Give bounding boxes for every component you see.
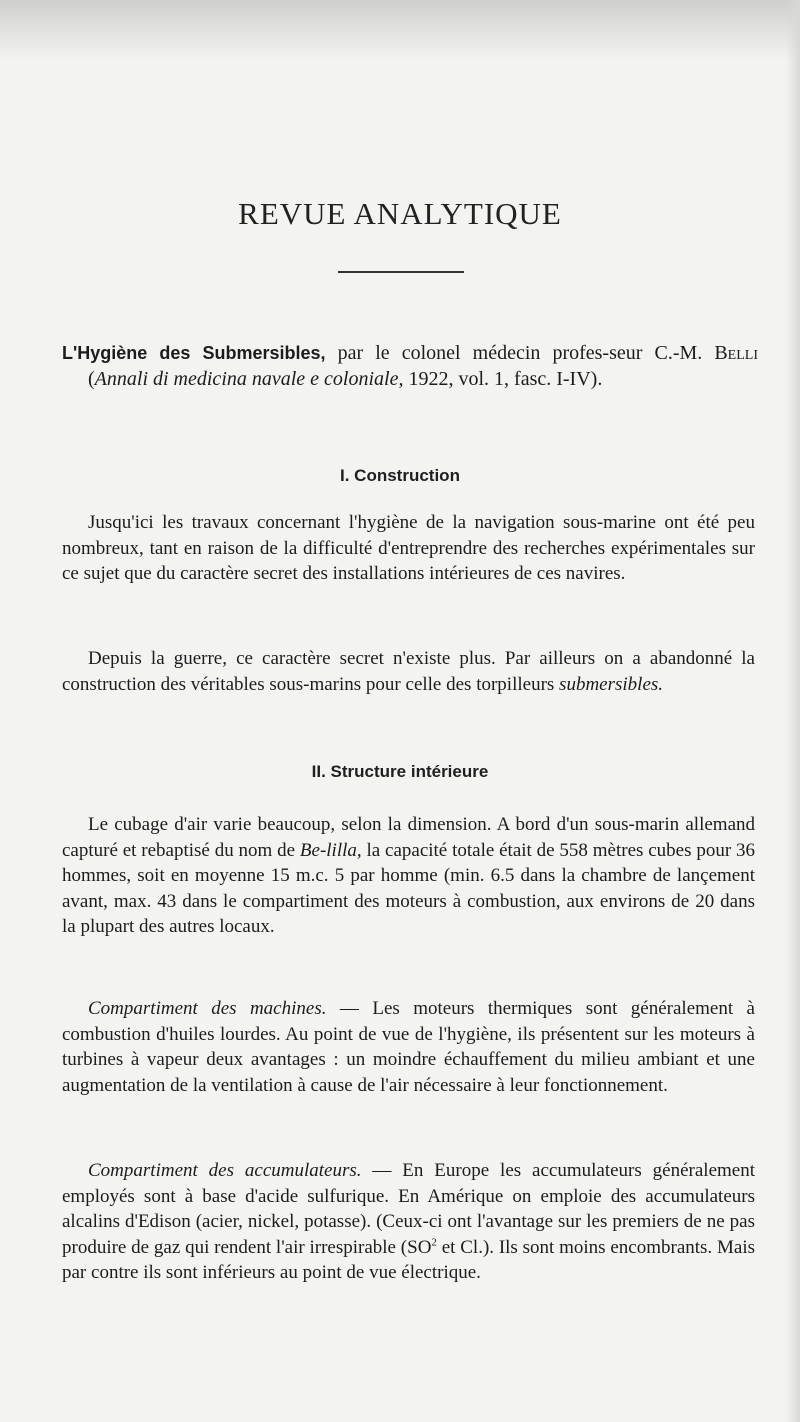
section-heading-structure: II. Structure intérieure xyxy=(311,762,489,781)
paragraph-3-italic: Be-lilla, xyxy=(299,839,362,861)
paragraph-5-superscript: 2 xyxy=(431,1236,437,1249)
citation-author: Belli xyxy=(714,342,758,364)
paragraph-1: Jusqu'ici les travaux concernant l'hygiène de la navigation sous-marine ont été peu nombreux, tant en raison de la difficulté d'entreprendre des recherches expérimentales sur ce sujet que du caractère secret des installations intérieures de ces navires. xyxy=(62,512,755,585)
article-title: L'Hygiène des Submersibles, xyxy=(62,343,326,363)
title-divider xyxy=(338,271,464,273)
paragraph-2 xyxy=(62,646,755,697)
paragraph-3 xyxy=(62,812,755,940)
scan-edge-shadow xyxy=(0,0,800,60)
section-heading-construction: I. Construction xyxy=(340,466,460,485)
paragraph-4-text: — Les moteurs thermiques sont généralement à combustion d'huiles lourdes. Au point de vue de l'hygiène, ils présentent sur les moteurs à turbines à vapeur deux avantages : un moindre échauffement du milieu ambiant et une augmentation de la ventilation à cause de l'air nécessaire à leur fonctionnement. xyxy=(62,998,755,1096)
citation-journal: Annali di medicina navale e coloniale, xyxy=(94,368,404,390)
paragraph-5 xyxy=(62,1158,755,1286)
paragraph-5-text: — En Europe les accumulateurs généralement employés sont à base d'acide sulfurique. En Amérique on emploie des accumulateurs alcalins d'Edison (acier, nickel, potasse). (Ceux-ci ont l'avantage sur les premiers de ne pas produire de gaz qui rendent l'air irrespirable (SO xyxy=(62,1160,755,1258)
article-citation xyxy=(62,340,758,392)
paragraph-3-text-a: Le cubage d'air varie beaucoup, selon la dimension. A bord d'un sous-marin allemand capturé et rebaptisé du nom de xyxy=(62,814,755,861)
page-title: REVUE ANALYTIQUE xyxy=(238,196,562,231)
paragraph-5-end: et Cl.). Ils sont moins encombrants. Mais par contre ils sont inférieurs au point de vue électrique. xyxy=(62,1236,755,1284)
paragraph-4-lead: Compartiment des machines. xyxy=(88,998,327,1019)
paragraph-5-lead: Compartiment des accumulateurs. xyxy=(88,1160,362,1181)
paragraph-2-italic: submersibles. xyxy=(559,673,664,695)
citation-rest: 1922, vol. 1, fasc. I-IV). xyxy=(403,368,603,390)
citation-by: par le colonel médecin profes-seur C.-M. xyxy=(325,342,715,364)
citation-paren: ( xyxy=(88,368,95,390)
citation-body xyxy=(62,340,758,392)
paragraph-3-text-b: la capacité totale était de 558 mètres cubes pour 36 hommes, soit en moyenne 15 m.c. 5 par homme (min. 6.5 dans la chambre de lançement avant, max. 43 dans le compartiment des moteurs à combustion, aux environs de 20 dans la plupart des autres locaux. xyxy=(62,839,755,938)
paragraph-2-text: Depuis la guerre, ce caractère secret n'existe plus. Par ailleurs on a abandonné la construction des véritables sous-marins pour celle des torpilleurs xyxy=(62,648,755,695)
paragraph-4 xyxy=(62,996,755,1098)
